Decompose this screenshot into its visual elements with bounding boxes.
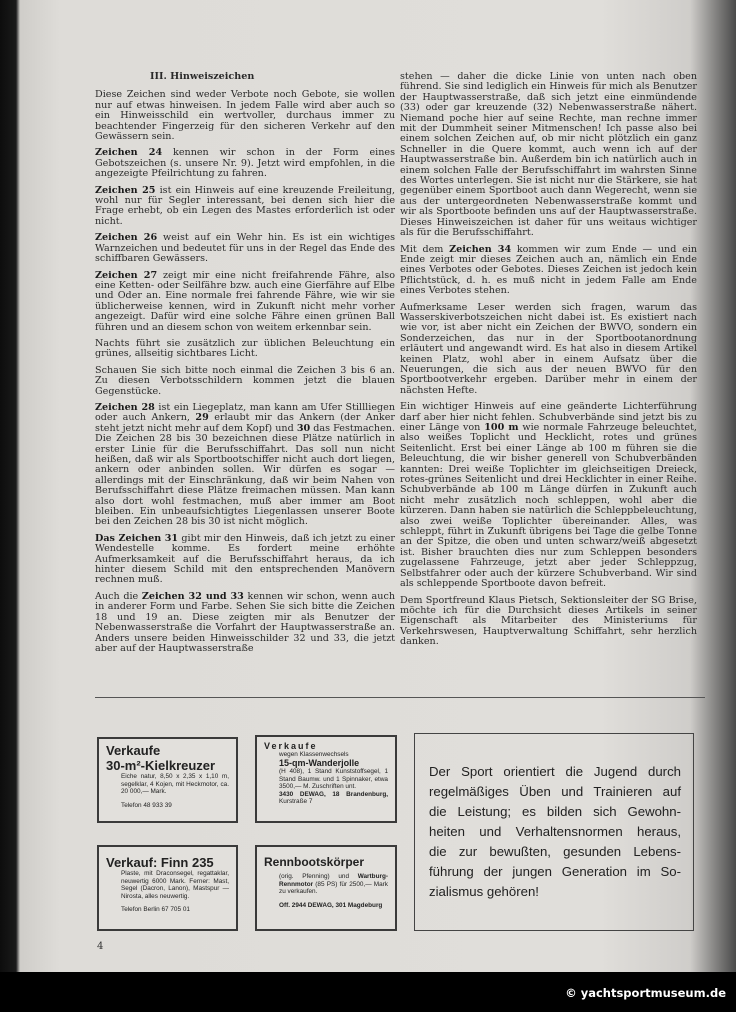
paragraph-text: Diese Zeichen sind weder Verbote noch Gebote, sie wollen nur auf etwas hinweisen. In jedem Falle wird aber auch so ein Hinweisschild ein wertvoller, durchaus immer zu beachtender Fingerzeig für den sicheren Verkehr auf den Gewässern sein.	[95, 89, 395, 143]
paragraph-text: Dem Sportfreund Klaus Pietsch, Sektionsleiter der SG Brise, möchte ich für die Durchsicht dieses Artikels in seiner Eigenschaft als Mitarbeiter des Ministeriums für Verkehrswesen, Hauptverwaltung Schiffahrt, sehr herzlich danken.	[400, 594, 697, 648]
quote-line: regelmäßiges Üben und Trainieren auf	[429, 784, 681, 799]
bold-term: Zeichen 25	[95, 184, 156, 196]
quote-line: Der Sport orientiert die Jugend durch	[429, 764, 681, 779]
quote-line: zialismus gehören!	[429, 884, 539, 899]
article-right-column	[400, 72, 697, 654]
ad-title: 30-m²-Kielkreuzer	[106, 758, 216, 773]
classified-ad-finn	[97, 845, 238, 931]
article-paragraph	[95, 592, 395, 654]
paragraph-text: Auch die	[95, 590, 142, 602]
paragraph-text: Ein wichtiger Hinweis auf eine geänderte Lichterführung darf aber hier nicht fehlen. Schubverbände sind jetzt bis zu einer Länge von	[400, 401, 697, 433]
bold-term: Zeichen 24	[95, 147, 163, 159]
watermark: © yachtsportmuseum.de	[565, 986, 726, 1000]
classified-ad-kielkreuzer	[97, 737, 238, 823]
paragraph-text: Aufmerksame Leser werden sich fragen, warum das Wasserskiverbotszeichen nicht dabei ist. Es existiert nach wie vor, ist aber nicht ein Zeichen der BWVO, sondern ein Sonderzeichen, das nur in der Sportbootanordnung erläutert und angewandt wird. Es hat also in diesem Artikel keinen Platz, wohl aber in einem Aufsatz über die Neuerungen, die sich aus der neuen BWVO für den Sportbootverkehr ergeben. Darüber mehr in einem der nächsten Hefte.	[400, 301, 697, 396]
ad-contact-bold: 3430 DEWAG, 18 Brandenburg,	[279, 790, 388, 798]
ad-phone: Telefon 48 933 39	[121, 801, 172, 809]
article-paragraph	[95, 233, 395, 264]
article-paragraph	[95, 271, 395, 333]
article-paragraph	[95, 339, 395, 360]
bold-term: Zeichen 32 und 33	[141, 590, 244, 602]
bold-term: 100 m	[484, 422, 519, 433]
paragraph-text: Schauen Sie sich bitte noch einmal die Zeichen 3 bis 6 an. Zu diesen Verbotsschildern kommen jetzt die blauen Gegenstücke.	[95, 364, 395, 397]
article-paragraph	[400, 402, 697, 589]
article-paragraph	[95, 366, 395, 397]
divider	[95, 697, 705, 698]
page-number: 4	[97, 941, 104, 952]
bold-term: 30	[296, 422, 311, 434]
ad-body: Plaste, mit Draconsegel, regattaklar, neuwertig 6000 Mark. Ferner: Mast, Segel (Dacron, Lanon), Mastspur — Nirosta, alles neuwertig.	[121, 870, 229, 900]
article-left-column	[95, 72, 395, 660]
paragraph-text: Mit dem	[400, 243, 450, 255]
ad-title: Verkauf: Finn 235	[106, 855, 214, 870]
paragraph-text: das Festmachen. Die Zeichen 28 bis 30 bezeichnen diese Plätze natürlich in erster Linie für die Berufsschiffahrt. Das soll nun nicht heißen, daß wir als Sportbootschiffer nicht auch dort liegen, ankern oder anbinden sollen. Wir dürfen es sogar — allerdings mit der Einschränkung, daß wir beim Nahen von Berufsschiffahrt diese Plätze freimachen müssen. Man kann also dort wohl festmachen, muß aber immer am Boot bleiben. Ein unbeaufsichtigtes Liegenlassen unserer Boote bei den Zeichen 28 bis 30 ist nicht möglich.	[95, 422, 395, 528]
bold-term: 29	[195, 412, 209, 424]
ad-contact-address: Kurstraße 7	[279, 798, 313, 806]
paragraph-text: weist auf ein Wehr hin. Es ist ein wichtiges Warnzeichen und bedeutet für uns in der Regel das Ende des schiffbaren Gewässers.	[95, 232, 396, 265]
classified-ad-rennboot	[255, 845, 397, 931]
paragraph-text: zeigt mir eine nicht freifahrende Fähre, also eine Ketten- oder Seilfähre bzw. auch eine Gierfähre auf Elbe und Oder an. Eine normale frei fahrende Fähre, wie wir sie üblicherweise kennen, wird in Zukunft nicht mehr vorher angezeigt. Dafür wird eine solche Fähre einen grünen Ball führen und an diesem schon von weitem erkennbar sein.	[95, 269, 396, 333]
ad-body	[264, 873, 388, 896]
bold-term: Das Zeichen 31	[95, 532, 179, 544]
paragraph-text: erlaubt mir das Ankern (der Anker steht jetzt nicht mehr auf dem Kopf) und	[95, 412, 395, 434]
ad-phone: Telefon Berlin 67 705 01	[121, 906, 190, 914]
paragraph-text: stehen — daher die dicke Linie von unten nach oben führend. Sie sind lediglich ein Hinweis für mich als Benutzer der Hauptwasserstraße, daß sich jetzt eine einmündende (33) oder gar kreuzende (32) Nebenwasserstraße nähert. Niemand poche hier auf seine Rechte, man rechne immer mit der Dummheit seiner Mitmenschen! Ich passe also bei einem solchen Zeichen auf, ob mir nicht plötzlich ein ganz Schneller in die Quere kommt, auch wenn ich auf der Hauptwasserstraße bin. Außerdem bin ich natürlich auch in einem solchen Falle der Berufsschiffahrt im wahrsten Sinne des Wortes unterlegen. Sie ist nicht nur die Stärkere, sie hat gegenüber einem Sportboot auch dann Wegerecht, wenn sie aus der untergeordneten Nebenwasserstraße kommt und wir als Sportboote befinden uns auf der Hauptwasserstraße. Dieses Hinweiszeichen ist daher für uns weitaus wichtiger als für die Berufsschiffahrt.	[400, 71, 697, 239]
quote-line: die zur bewußten, gesunden Lebens-	[429, 844, 681, 859]
article-paragraph	[95, 90, 395, 142]
ad-title: Rennbootskörper	[264, 855, 365, 869]
paragraph-text: Nachts führt sie zusätzlich zur üblichen Beleuchtung ein grünes, allseitig sichtbares Licht.	[95, 337, 395, 360]
quote-box	[414, 733, 694, 931]
ad-body: Eiche natur, 8,50 x 2,35 x 1,10 m, segelklar, 4 Kojen, mit Heckmotor, ca. 20 000,— Mark.	[121, 773, 229, 796]
ad-contact: Off. 2944 DEWAG, 301 Magdeburg	[279, 901, 383, 909]
ad-body-text: (85 PS) für 2500,— Mark zu verkaufen.	[279, 880, 388, 896]
ad-title: Verkaufe	[264, 741, 318, 751]
article-paragraph	[400, 72, 697, 239]
article-paragraph	[400, 303, 697, 397]
bold-term: Zeichen 27	[95, 269, 158, 281]
ad-body: (H 408), 1 Stand Kunststoffsegel, 1 Stand Baumw. und 1 Spinnaker, etwa 3500,— M. Zuschriften unt.	[279, 768, 388, 791]
ad-subtitle: wegen Klassenwechsels	[279, 751, 349, 758]
quote-line: führung der jungen Generation im So-	[429, 864, 681, 879]
quote-line: die Leistung; es bilden sich Gewohn-	[429, 804, 681, 819]
bold-term: Zeichen 34	[449, 243, 512, 255]
bold-term: Zeichen 26	[95, 232, 158, 244]
bold-term: Zeichen 28	[95, 401, 155, 413]
article-paragraph	[95, 403, 395, 528]
ad-title: Verkaufe	[106, 743, 161, 758]
paragraph-text: kommen wir zum Ende — und ein Ende zeigt mir dieses Zeichen auch an, nämlich ein Ende eines Verbotes oder Gebotes. Dieses Zeichen ist jedoch kein Pflichtstück, d. h. es muß nicht in jedem Falle am Ende eines Verbotes stehen.	[400, 243, 698, 297]
ad-contact	[264, 791, 388, 806]
paragraph-text: wie normale Fahrzeuge beleuchtet, also weißes Toplicht und Hecklicht, rotes und grünes Seitenlicht. Erst bei einer Länge ab 100 m führen sie die Beleuchtung, die wir bisher generell von Schubverbänden kannten: Drei weiße Toplichter im gleichseitigen Dreieck, rotes-grünes Seitenlicht und drei Hecklichter in einer Reihe. Schubverbände ab 100 m Länge dürfen in Zukunft auch nicht mehr zusätzlich noch schleppen, wohl aber die kürzeren. Dann haben sie natürlich die Schleppbeleuchtung, also zwei weiße Toplichter übereinander. Alles, was schleppt, führt in Zukunft übrigens bei Tage die gelbe Tonne an der Spitze, die oben und unten schwarz/weiß abgesetzt ist. Bisher brauchten dies nur zum Schleppen besonders zugelassene Fahrzeuge, jetzt aber jeder Schleppzug, Selbstfahrer oder auch der kürzere Schubverband. Wir sind als schleppende Sportboote davon befreit.	[400, 422, 697, 590]
paragraph-text: kennen wir schon, wenn auch in anderer Form und Farbe. Sehen Sie sich bitte die Zeichen 18 und 19 an. Diese zeigten mir als Benutzer der Nebenwasserstraße die Vorfahrt der Hauptwasserstraße an. Anders unsere beiden Hinweisschilder 32 und 33, die jetzt aber auf der Hauptwasserstraße	[95, 590, 395, 654]
paragraph-text: gibt mir den Hinweis, daß ich jetzt zu einer Wendestelle komme. Es fordert meine erhöhte Aufmerksamkeit auf die Berufsschiffahrt heraus, da ich hinter diesem Schild mit den entsprechenden Manövern rechnen muß.	[95, 532, 395, 586]
article-paragraph	[400, 245, 697, 297]
section-heading: III. Hinweiszeichen	[150, 71, 255, 82]
paragraph-text: ist ein Hinweis auf eine kreuzende Freileitung, wohl nur für Segler interessant, bei denen sich hier die Frage erhebt, ob ein Legen des Mastes erforderlich ist oder nicht.	[95, 184, 396, 227]
article-paragraph	[95, 186, 395, 228]
paragraph-text: ist ein Liegeplatz, man kann am Ufer Stillliegen oder auch Ankern,	[95, 401, 395, 424]
ad-body-bold: Wartburg-Rennmotor	[279, 873, 388, 888]
ad-body-text: (orig. Pfenning) und	[279, 873, 358, 880]
article-paragraph	[95, 534, 395, 586]
ad-title: 15-qm-Wanderjolle	[279, 758, 360, 768]
quote-line: heiten und Verhaltensnormen heraus,	[429, 824, 681, 839]
footer-bar	[0, 972, 736, 1012]
article-paragraph	[95, 148, 395, 179]
paragraph-text: kennen wir schon in der Form eines Gebotszeichen (s. unsere Nr. 9). Jetzt wird empfohlen, in die angezeigte Pfeilrichtung zu fahren.	[95, 147, 395, 180]
article-paragraph	[400, 596, 697, 648]
classified-ad-wanderjolle	[255, 735, 397, 823]
